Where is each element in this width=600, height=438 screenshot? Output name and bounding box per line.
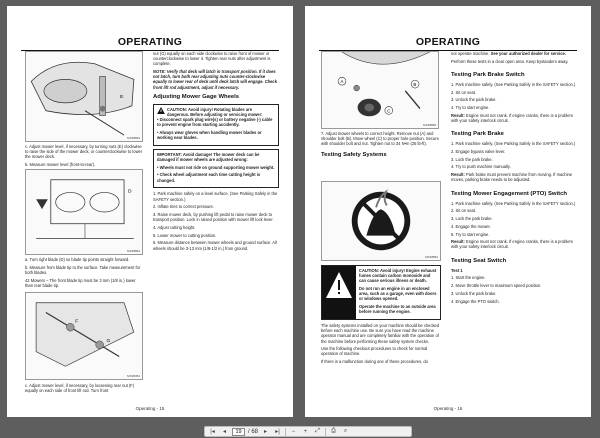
step-text: 2. Move throttle lever to maximum speed position. [451, 283, 542, 289]
result-text [451, 113, 577, 123]
lift-rod-illustration [26, 293, 142, 379]
fit-icon[interactable]: ⤢ [315, 428, 320, 434]
mower-deck-illustration [26, 52, 142, 141]
first-page-icon[interactable]: |◂ [210, 429, 215, 435]
body-text [451, 51, 577, 56]
exhaust-hazard-figure [321, 181, 441, 261]
prev-page-icon[interactable]: ◂ [222, 429, 226, 435]
step-text: 2. Sit on seat. [451, 208, 477, 214]
exhaust-caution-box [321, 265, 441, 320]
figure-code: MX38864 [127, 249, 140, 253]
zoom-out-icon[interactable]: − [291, 428, 296, 435]
step-text: 5. Try to start engine. [451, 231, 490, 237]
step-text: 2. Inflate tires to correct pressure. [153, 204, 214, 210]
step-text: 4. Try to start engine. [451, 105, 490, 111]
step-text: a. Turn right blade (D) so blade tip points straight forward. [25, 257, 130, 262]
right-page [305, 6, 591, 417]
blade-measure-illustration [26, 170, 142, 254]
viewer-toolbar [204, 426, 412, 437]
left-column-1 [25, 144, 143, 170]
important-title: IMPORTANT: Avoid damage! The mower deck can be damaged if mower wheels are adjusted wrong: [157, 151, 260, 162]
caution-bullet: • Always wear gloves when handling mower blades or working near blades. [157, 129, 262, 141]
step-text: 2. Sit on seat. [451, 89, 477, 95]
left-column-2 [153, 51, 279, 253]
zoom-in-icon[interactable]: + [303, 428, 308, 435]
note-text: NOTE: Verify that deck will latch in transport position. If it does not latch, turn both rear adjusting nuts counter-clockwise equally to lower rear of deck until deck latch will engage. Check front lift rod adjustment, adjust if necessary. [153, 69, 277, 90]
step-text: 3. Unlock the park brake. [451, 97, 497, 103]
step-text: 7. Adjust mower wheels to correct height. Remove nut (A) and shoulder bolt (B). Move wheel (C) to proper hole position. Secure with shoulder bolt and nut. Tighten nut to 34 N•m (25 lb-ft). [321, 131, 439, 147]
body-text: The safety systems installed on your machine should be checked before each machine use. Be sure you have read the machine operator manual and are completely familiar with the operation of the machine before performing these safety system checks. [321, 323, 440, 344]
important-bullet: • Wheels must not ride on ground supporting mower weight. [157, 164, 275, 170]
blade-tip-figure [25, 169, 143, 255]
figure-code: MX38868 [423, 123, 436, 127]
subheading: Test 1 [451, 267, 463, 273]
body-text-bold: See your authorized dealer for service. [490, 51, 566, 56]
caution-box [153, 104, 279, 146]
search-icon[interactable]: ⌕ [343, 428, 348, 434]
step-text: c. Adjust mower level, if necessary, by loosening rear nut (F) equally on each side of front lift rod. Turn front [25, 383, 135, 394]
right-column-1 [321, 131, 441, 162]
caution-title: CAUTION: Avoid injury! Engine exhaust fumes contain carbon monoxide and can cause serious illness or death. [359, 268, 437, 284]
result-label: Result: [451, 239, 465, 245]
body-text-plain: not operate machine. [451, 51, 490, 56]
svg-text:E: E [120, 94, 124, 100]
next-page-icon[interactable]: ▸ [264, 429, 268, 435]
last-page-icon[interactable]: ▸| [275, 429, 280, 435]
step-text: 1. Start the engine. [451, 275, 486, 281]
page-header: OPERATING [21, 36, 279, 51]
step-text: 1. Park machine safely. (See Parking Safely in the SAFETY section.) [451, 200, 576, 206]
step-text: 5. Measure mower level (front-to-rear). [25, 162, 96, 168]
left-column-1b [25, 257, 143, 291]
step-text: 3. Raise mower deck, by pushing lift pedal to raise mower deck to transport position. Lock in raised position with mower lift lock lever. [153, 212, 274, 223]
body-text: Use the following checkout procedures to check for normal operation of machine. [321, 346, 428, 357]
step-text: 1. Park machine safely. (See Parking Safely in the SAFETY section.) [451, 81, 576, 87]
page-total: / 68 [248, 428, 259, 435]
print-icon[interactable]: ⎙ [331, 428, 336, 434]
result-value: Park brake must prevent machine from moving. If machine moves, parking brake needs to be adjusted. [451, 172, 573, 183]
step-text: 4. Engage the PTO switch. [451, 298, 500, 304]
exhaust-hazard-illustration [322, 182, 440, 260]
section-heading: Testing Park Brake [451, 131, 504, 138]
important-box [153, 149, 279, 189]
step-text: 1. Park machine safely on a level surface. (See Parking Safely in the SAFETY section.) [153, 191, 278, 202]
section-heading: Adjusting Mower Gage Wheels [153, 93, 240, 100]
caution-text: Operate the machine to an outside area before running the engine. [359, 304, 436, 315]
step-text: 6. Measure distance between mower wheels and ground surface. All wheels should be 3-13 mm (1/8-1/2 in.) from ground. [153, 240, 277, 251]
caution-text: Do not run an engine in an enclosed area, such as a garage, even with doors or windows opened. [359, 286, 437, 302]
result-text [451, 239, 577, 249]
step-text: 42 Mowers – The front blade tip must be 3 mm (1/8 in.) lower than rear blade tip. [25, 277, 136, 288]
page-footer: Operating - 15 [135, 406, 165, 411]
step-text: 4. Engage the mower. [451, 223, 491, 229]
step-text: 2. Engage bypass valve lever. [451, 148, 506, 154]
step-text: c. Adjust mower level, if necessary, by turning nuts (E) clockwise to raise the side of the mower deck, or counterclockwise to lower the mower deck. [25, 144, 143, 160]
step-text: 4. Adjust cutting height. [153, 224, 196, 230]
step-text: 5. Lower mower to cutting position. [153, 232, 217, 238]
step-text: 4. Try to push machine manually. [451, 164, 511, 170]
gage-wheel-figure [321, 51, 439, 129]
caution-symbol-icon [322, 266, 356, 319]
toolbar-divider [285, 428, 286, 436]
caution-bullet: • Disconnect spark plug wire(s) or battery negative (-) cable to prevent engine from starting accidently. [157, 117, 273, 128]
section-heading: Testing Mower Engagement (PTO) Switch [451, 190, 567, 197]
result-label: Result: [451, 112, 465, 118]
svg-text:C: C [387, 108, 391, 114]
right-column-2 [451, 51, 577, 306]
step-text: nut (G) equally on each side clockwise to raise front of mower or counterclockwise to lower it. Tighten rear nuts after adjustment is complete. [153, 51, 271, 67]
section-heading: Testing Safety Systems [321, 152, 387, 159]
step-text: 3. Unlock the park brake. [451, 290, 497, 296]
step-text: 3. Lock the park brake. [451, 156, 493, 162]
result-text [451, 172, 577, 182]
svg-text:B: B [413, 82, 417, 88]
result-value: Engine must not crank. If engine cranks, there is a problem with your safety interlock circuit. [451, 112, 573, 124]
left-column-1c [25, 383, 143, 396]
warning-icon [157, 107, 165, 114]
svg-text:D: D [127, 189, 132, 195]
step-text: 1. Park machine safely. (See Parking Safely in the SAFETY section.) [451, 141, 576, 147]
front-lift-rod-figure [25, 292, 143, 380]
page-footer: Operating - 16 [433, 406, 463, 411]
toolbar-divider [325, 428, 326, 436]
figure-code: MX38862 [425, 255, 438, 259]
svg-text:A: A [340, 79, 344, 85]
step-text: b. Measure from blade tip to the surface. Take measurement for both blades. [25, 264, 141, 275]
left-page [7, 6, 293, 417]
body-text: If there is a malfunction during one of these procedures, do [321, 359, 428, 365]
step-text: 3. Lock the park brake. [451, 216, 493, 222]
page-header: OPERATING [319, 36, 577, 51]
important-bullet: • Check wheel adjustment each time cutting height is changed. [157, 172, 261, 183]
page-number-input[interactable]: 19 [232, 428, 245, 436]
svg-text:G: G [106, 338, 111, 344]
body-text: Perform these tests in a clear open area. Keep bystanders away. [451, 58, 569, 64]
gage-wheel-illustration [322, 52, 438, 128]
section-heading: Testing Park Brake Switch [451, 71, 525, 78]
right-column-1b [321, 265, 441, 367]
figure-code: MX38863 [127, 136, 140, 140]
result-label: Result: [451, 172, 465, 178]
result-value: Engine must not crank. If engine cranks, there is a problem with your safety interlock circuit. [451, 239, 573, 250]
figure-code: MX38354 [127, 374, 140, 378]
svg-text:F: F [75, 319, 79, 325]
section-heading: Testing Seat Switch [451, 257, 507, 264]
caution-title: CAUTION: Avoid injury! Rotating blades are dangerous. Before adjusting or servicing mower: [167, 106, 263, 117]
mower-deck-nuts-figure [25, 51, 143, 142]
